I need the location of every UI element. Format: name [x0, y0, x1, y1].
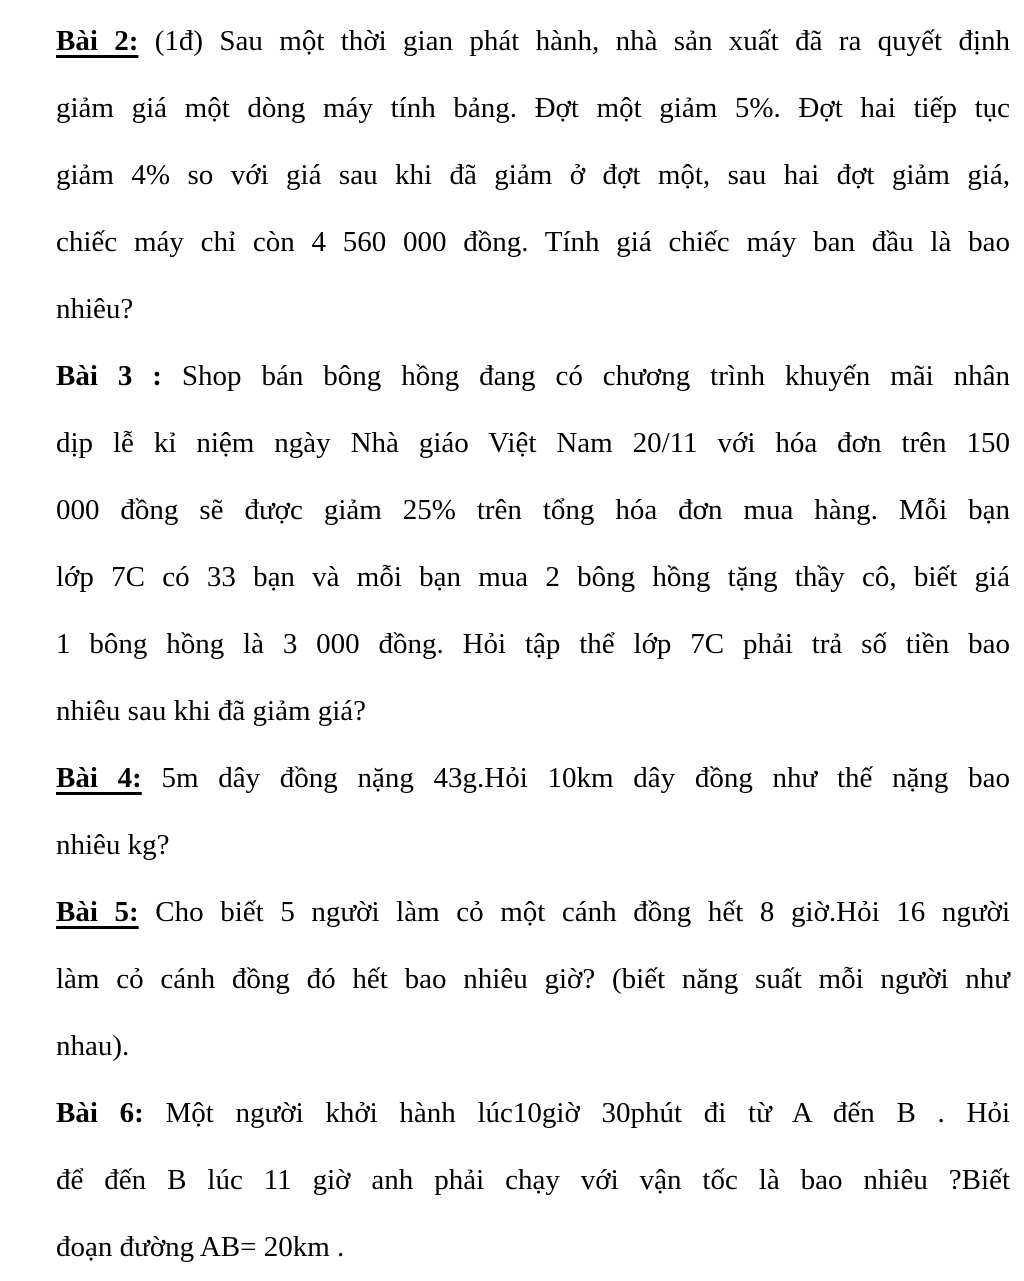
problem-text-line: lớp 7C có 33 bạn và mỗi bạn mua 2 bông hồng tặng thầy cô, biết giá [56, 561, 1010, 593]
problem-label: Bài 5: [56, 896, 139, 928]
problem-3 [56, 343, 1010, 745]
problem-2 [56, 8, 1010, 343]
problem-first-line [56, 8, 1010, 75]
problem-text-line: 000 đồng sẽ được giảm 25% trên tổng hóa đơn mua hàng. Mỗi bạn [56, 494, 1010, 526]
problem-label: Bài 2: [56, 25, 139, 57]
problem-text-line: làm cỏ cánh đồng đó hết bao nhiêu giờ? (biết năng suất mỗi người như [56, 963, 1010, 995]
problem-text-line: giảm giá một dòng máy tính bảng. Đợt một giảm 5%. Đợt hai tiếp tục [56, 92, 1010, 124]
problem-6 [56, 1080, 1010, 1281]
problem-text-line: giảm 4% so với giá sau khi đã giảm ở đợt một, sau hai đợt giảm giá, [56, 159, 1010, 191]
problem-text-line: dịp lễ kỉ niệm ngày Nhà giáo Việt Nam 20/11 với hóa đơn trên 150 [56, 427, 1010, 459]
problem-text: Cho biết 5 người làm cỏ một cánh đồng hết 8 giờ.Hỏi 16 người [155, 896, 1010, 928]
problem-text-line: nhiêu kg? [56, 829, 170, 861]
problem-label: Bài 6: [56, 1097, 144, 1129]
problem-4 [56, 745, 1010, 879]
problems-list [56, 8, 1010, 1281]
problem-text-line: chiếc máy chỉ còn 4 560 000 đồng. Tính giá chiếc máy ban đầu là bao [56, 226, 1010, 258]
problem-first-line [56, 1080, 1010, 1147]
problem-text-line: nhiêu sau khi đã giảm giá? [56, 695, 367, 727]
problem-first-line [56, 879, 1010, 946]
problem-first-line [56, 745, 1010, 812]
problem-label: Bài 4: [56, 762, 142, 794]
problem-text: Shop bán bông hồng đang có chương trình khuyến mãi nhân [181, 360, 1011, 392]
problem-text: 5m dây đồng nặng 43g.Hỏi 10km dây đồng như thế nặng bao [161, 762, 1011, 794]
problem-text-line: 1 bông hồng là 3 000 đồng. Hỏi tập thể lớp 7C phải trả số tiền bao [56, 628, 1010, 660]
problem-5 [56, 879, 1010, 1080]
problem-first-line [56, 343, 1010, 410]
problem-text-line: để đến B lúc 11 giờ anh phải chạy với vận tốc là bao nhiêu ?Biết [56, 1164, 1010, 1196]
problem-text: (1đ) Sau một thời gian phát hành, nhà sản xuất đã ra quyết định [154, 25, 1011, 57]
problem-text: Một người khởi hành lúc10giờ 30phút đi từ A đến B . Hỏi [165, 1097, 1011, 1129]
problem-text-line: nhau). [56, 1030, 130, 1062]
problem-text-line: đoạn đường AB= 20km . [56, 1231, 345, 1263]
problem-text-line: nhiêu? [56, 293, 134, 325]
problem-label: Bài 3 : [56, 360, 162, 392]
